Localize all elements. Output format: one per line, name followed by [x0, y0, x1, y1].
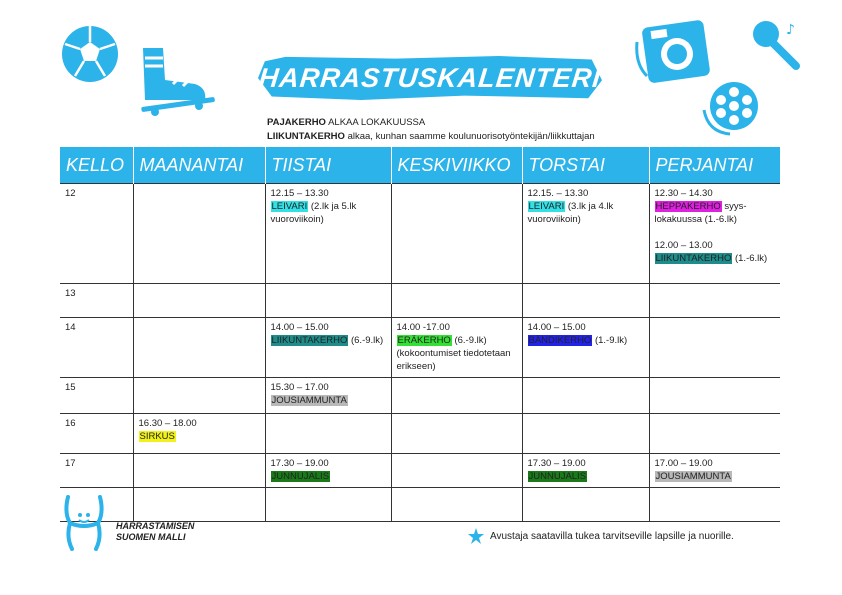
event-name: JUNNUJALIS	[528, 471, 587, 482]
header-perjantai: PERJANTAI	[649, 147, 780, 184]
event	[655, 239, 776, 265]
schedule-cell	[649, 284, 780, 318]
schedule-cell	[133, 284, 265, 318]
schedule-cell	[649, 378, 780, 414]
note-pajakerho	[267, 117, 425, 128]
schedule-cell	[649, 454, 780, 488]
logo-text	[116, 521, 226, 543]
schedule-cell	[649, 184, 780, 284]
schedule-cell	[391, 488, 522, 522]
schedule-cell	[649, 488, 780, 522]
schedule-cell	[522, 488, 649, 522]
event-detail: (1.-6.lk)	[732, 253, 768, 264]
harrastamisen-logo	[60, 493, 195, 556]
schedule-cell	[265, 318, 391, 378]
schedule-cell	[522, 454, 649, 488]
microphone-icon	[750, 18, 806, 70]
event-detail: (2.lk ja 5.lk vuoroviikoin)	[270, 201, 357, 225]
hour-cell: 15	[60, 378, 133, 414]
event-time: 14.00 -17.00	[396, 322, 450, 333]
event	[271, 381, 386, 407]
note-strong: LIIKUNTAKERHO	[267, 131, 345, 142]
schedule-cell	[522, 414, 649, 454]
event-line	[655, 200, 776, 226]
schedule-cell	[265, 184, 391, 284]
event-time: 14.00 – 15.00	[527, 322, 586, 333]
event-name: JUNNUJALIS	[271, 471, 330, 482]
table-row	[60, 488, 780, 522]
note-liikuntakerho	[267, 131, 595, 142]
schedule-cell	[391, 318, 522, 378]
event-line	[528, 470, 644, 483]
event	[528, 321, 644, 347]
header-torstai: TORSTAI	[522, 147, 649, 184]
schedule-cell	[265, 284, 391, 318]
note-text: alkaa, kunhan saamme koulunuorisotyöntekijän/liikkuttajan	[344, 131, 595, 142]
event-time: 12.15 – 13.30	[270, 188, 329, 199]
header-keskiviikko: KESKIVIIKKO	[391, 147, 522, 184]
schedule-cell	[391, 184, 522, 284]
schedule-cell	[391, 284, 522, 318]
event	[271, 187, 386, 226]
hour-cell: 16	[60, 414, 133, 454]
schedule-cell	[133, 414, 265, 454]
schedule-cell	[391, 378, 522, 414]
event-name: BÄNDIKERHO	[528, 335, 592, 346]
event	[271, 457, 386, 483]
schedule-cell	[265, 488, 391, 522]
schedule-cell	[265, 414, 391, 454]
event-line	[655, 470, 776, 483]
page-title	[258, 56, 602, 100]
event-name: JOUSIAMMUNTA	[271, 395, 347, 406]
schedule-cell	[133, 488, 265, 522]
schedule-cell	[522, 284, 649, 318]
instant-camera-icon	[633, 18, 713, 86]
page-title-text: HARRASTUSKALENTERI	[257, 62, 603, 93]
table-row	[60, 378, 780, 414]
schedule-cell	[522, 378, 649, 414]
event-time: 15.30 – 17.00	[270, 382, 329, 393]
schedule-cell	[265, 454, 391, 488]
football-icon	[60, 24, 120, 84]
header-maanantai: MAANANTAI	[133, 147, 265, 184]
event	[655, 187, 776, 226]
logo-line1: HARRASTAMISEN	[116, 521, 195, 531]
event-detail: (1.-9.lk)	[592, 335, 628, 346]
note-strong: PAJAKERHO	[267, 117, 326, 128]
schedule-cell	[391, 454, 522, 488]
event-time: 12.15. – 13.30	[527, 188, 589, 199]
schedule-cell	[522, 318, 649, 378]
logo-figure-icon	[60, 493, 110, 551]
header-tiistai: TIISTAI	[265, 147, 391, 184]
header-row	[60, 147, 780, 184]
hour-cell: 17	[60, 454, 133, 488]
logo-line2: SUOMEN MALLI	[116, 532, 186, 542]
table-row	[60, 318, 780, 378]
event-line	[271, 200, 386, 226]
hour-cell: 12	[60, 184, 133, 284]
star-icon	[468, 528, 484, 544]
event-name: LIIKUNTAKERHO	[271, 335, 348, 346]
event-line	[528, 200, 644, 226]
event-line	[139, 430, 260, 443]
event-name: LIIKUNTAKERHO	[655, 253, 732, 264]
footnote	[468, 528, 734, 544]
table-row	[60, 184, 780, 284]
event-name: LEIVARI	[271, 201, 308, 212]
event-time: 12.30 – 14.30	[654, 188, 713, 199]
hour-cell: 14	[60, 318, 133, 378]
table-row	[60, 284, 780, 318]
event	[528, 187, 644, 226]
hour-cell: 13	[60, 284, 133, 318]
event	[271, 321, 386, 347]
event-time: 16.30 – 18.00	[138, 418, 197, 429]
event-name: HEPPAKERHO	[655, 201, 721, 212]
event-line	[397, 334, 517, 373]
table-row	[60, 454, 780, 488]
event-time: 14.00 – 15.00	[270, 322, 329, 333]
event-time: 17.30 – 19.00	[270, 458, 329, 469]
roller-skate-icon	[133, 44, 223, 116]
event-detail: (6.-9.lk)	[348, 335, 384, 346]
event-detail: (3.lk ja 4.lk vuoroviikoin)	[527, 201, 614, 225]
schedule-cell	[133, 378, 265, 414]
event-detail: syys-lokakuussa (1.-6.lk)	[654, 201, 747, 225]
event	[397, 321, 517, 373]
event	[528, 457, 644, 483]
event-name: SIRKUS	[139, 431, 175, 442]
event	[655, 457, 776, 483]
event-line	[528, 334, 644, 347]
event-name: JOUSIAMMUNTA	[655, 471, 731, 482]
event	[139, 417, 260, 443]
schedule-cell	[391, 414, 522, 454]
footnote-text: Avustaja saatavilla tukea tarvitseville lapsille ja nuorille.	[490, 530, 734, 542]
schedule-cell	[133, 454, 265, 488]
event-line	[655, 252, 776, 265]
event-name: ERÄKERHO	[397, 335, 451, 346]
schedule-cell	[522, 184, 649, 284]
schedule-cell	[649, 318, 780, 378]
note-text: ALKAA LOKAKUUSSA	[325, 117, 426, 128]
table-row	[60, 414, 780, 454]
schedule-cell	[265, 378, 391, 414]
event-name: LEIVARI	[528, 201, 565, 212]
svg-text:♪: ♪	[786, 22, 795, 38]
film-reel-icon	[700, 80, 764, 140]
schedule-table	[60, 147, 781, 522]
event-time: 17.00 – 19.00	[654, 458, 713, 469]
event-time: 17.30 – 19.00	[527, 458, 586, 469]
event-time: 12.00 – 13.00	[654, 240, 713, 251]
event-line	[271, 334, 386, 347]
event-line	[271, 394, 386, 407]
schedule-cell	[133, 318, 265, 378]
event-line	[271, 470, 386, 483]
schedule-cell	[133, 184, 265, 284]
header-kello: KELLO	[60, 147, 133, 184]
schedule-cell	[649, 414, 780, 454]
event-detail: (6.-9.lk) (kokoontumiset tiedotetaan erikseen)	[396, 335, 511, 372]
